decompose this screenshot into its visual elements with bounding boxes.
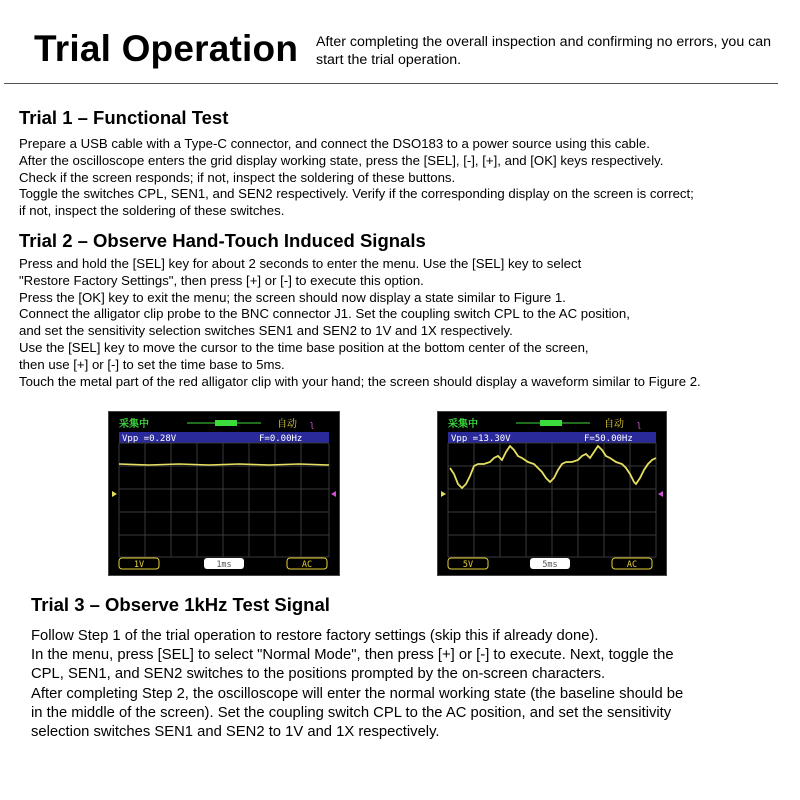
header-divider [4,83,778,84]
frequency-readout: F=50.00Hz [584,434,633,444]
trial-2-line: Press and hold the [SEL] key for about 2 seconds to enter the menu. Use the [SEL] key to select [19,256,582,271]
trial-2-line: "Restore Factory Settings", then press [+] or [-] to execute this option. [19,272,424,288]
trial-2-line: Press the [OK] key to exit the menu; the screen should now display a state similar to Figure 1. [19,289,566,305]
trial-3-line: In the menu, press [SEL] to select "Normal Mode", then press [+] or [-] to execute. Next, toggle the [31,647,674,664]
trial-2-heading: Trial 2 – Observe Hand-Touch Induced Signals [19,230,426,251]
trial-1-line: Toggle the switches CPL, SEN1, and SEN2 respectively. Verify if the corresponding display on the screen is correct; [19,186,694,202]
trial-2-section [19,230,701,390]
trial-2-line: then use [+] or [-] to set the time base to 5ms. [19,356,285,372]
trial-1-line: After the oscilloscope enters the grid display working state, press the [SEL], [-], [+], and [OK] keys respectively. [19,152,664,168]
page-title: Trial Operation [34,28,299,69]
mode-label: 自动 [277,419,297,430]
coupling-label: AC [626,560,638,570]
trial-2-line: Use the [SEL] key to move the cursor to the time base position at the bottom center of the screen, [19,339,589,355]
trial-3-heading: Trial 3 – Observe 1kHz Test Signal [31,594,330,615]
volt-div-label: 5V [462,560,474,570]
trial-3-line: selection switches SEN1 and SEN2 to 1V and 1X respectively. [31,724,440,741]
trial-3-line: After completing Step 2, the oscilloscope will enter the normal working state (the baseline should be [31,685,684,702]
trial-3-line: in the middle of the screen). Set the coupling switch CPL to the AC position, and set the sensitivity [31,704,672,721]
trial-3-section [31,594,683,742]
volt-div-label: 1V [133,560,145,570]
trial-1-line: if not, inspect the soldering of these switches. [19,203,285,219]
mode-label: 自动 [604,419,624,430]
frequency-readout: F=0.00Hz [259,434,303,444]
status-label: 采集中 [448,419,478,430]
intro-text: After completing the overall inspection and confirming no errors, you can start the trial operation. [316,34,772,68]
edge-trigger-icon: ʅ [311,419,313,429]
trial-1-section [19,107,694,220]
figure-1-svg [109,412,339,575]
trigger-bar-slider [215,420,237,426]
coupling-label: AC [301,560,313,570]
waveform-trace [119,464,329,465]
figure-2-oscilloscope-screen [437,411,667,576]
trial-3-line: CPL, SEN1, and SEN2 switches to the positions prompted by the on-screen characters. [31,666,606,683]
trial-2-line: and set the sensitivity selection switches SEN1 and SEN2 to 1V and 1X respectively. [19,323,513,339]
figure-2-svg [438,412,666,575]
trigger-bar-slider [540,420,562,426]
trial-1-line: Prepare a USB cable with a Type-C connector, and connect the DSO183 to a power source using this cable. [19,136,650,151]
edge-trigger-icon: ʅ [638,419,640,429]
page-header [0,0,800,88]
trial-2-line: Connect the alligator clip probe to the BNC connector J1. Set the coupling switch CPL to the AC position, [19,306,630,322]
time-base-label: 5ms [542,560,558,570]
status-label: 采集中 [119,419,149,430]
trial-2-line: Touch the metal part of the red alligator clip with your hand; the screen should display a waveform similar to Figure 2. [19,373,701,389]
trial-3-line: Follow Step 1 of the trial operation to restore factory settings (skip this if already done). [31,628,599,644]
trial-1-line: Check if the screen responds; if not, inspect the soldering of these buttons. [19,169,456,185]
vpp-readout: Vpp =13.30V [451,434,511,444]
time-base-label: 1ms [216,560,232,570]
trial-1-heading: Trial 1 – Functional Test [19,107,229,128]
figure-1-oscilloscope-screen [108,411,340,576]
vpp-readout: Vpp =0.28V [122,434,177,444]
